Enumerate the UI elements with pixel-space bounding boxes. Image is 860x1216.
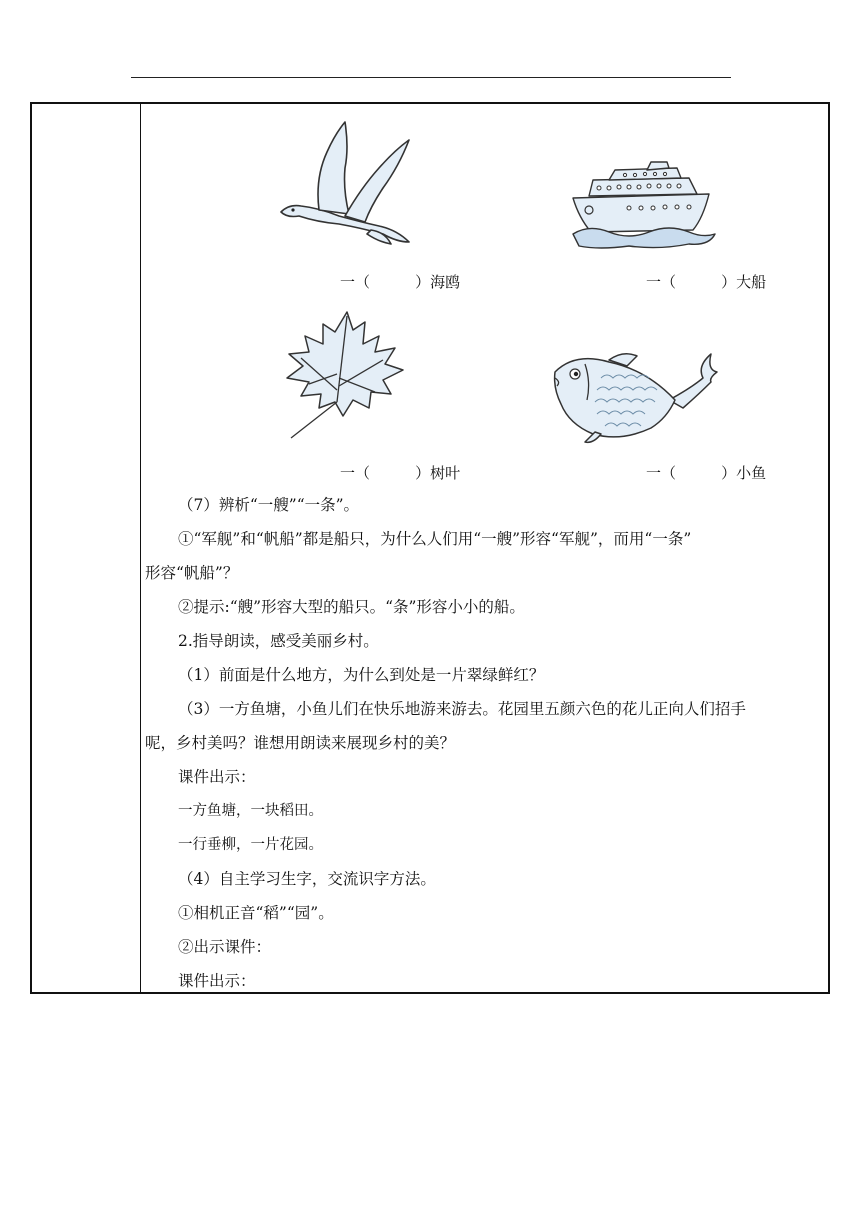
seagull-illustration <box>279 118 419 250</box>
fish-caption: 一（ ）小鱼 <box>646 464 767 482</box>
text-line-2: ①“军舰”和“帆船”都是船只，为什么人们用“一艘”形容“军舰”，而用“一条” <box>178 530 692 548</box>
text-line-9: 课件出示： <box>178 768 256 786</box>
text-line-11: 一行垂柳，一片花园。 <box>178 837 323 853</box>
text-line-4: ②提示:“艘”形容大型的船只。“条”形容小小的船。 <box>178 598 525 616</box>
text-line-10: 一方鱼塘，一块稻田。 <box>178 803 323 819</box>
text-line-1: （7）辨析“一艘”“一条”。 <box>178 496 360 514</box>
text-line-3: 形容“帆船”？ <box>145 564 239 582</box>
text-line-6: （1）前面是什么地方，为什么到处是一片翠绿鲜红？ <box>178 666 545 684</box>
text-line-12: （4）自主学习生字，交流识字方法。 <box>178 870 436 888</box>
header-rule <box>131 77 731 78</box>
ship-caption: 一（ ）大船 <box>646 273 767 291</box>
text-line-15: 课件出示： <box>178 972 256 990</box>
leaf-caption: 一（ ）树叶 <box>340 464 461 482</box>
text-line-8: 呢，乡村美吗？谁想用朗读来展现乡村的美？ <box>145 734 456 752</box>
fish-illustration <box>551 348 727 446</box>
maple-leaf-illustration <box>279 308 407 442</box>
ship-illustration <box>569 160 717 250</box>
lesson-table <box>30 102 830 994</box>
text-line-7: （3）一方鱼塘，小鱼儿们在快乐地游来游去。花园里五颜六色的花儿正向人们招手 <box>178 700 746 718</box>
seagull-caption: 一（ ）海鸥 <box>340 273 461 291</box>
text-line-13: ①相机正音“稻”“园”。 <box>178 904 334 922</box>
text-line-5: 2.指导朗读，感受美丽乡村。 <box>178 632 379 650</box>
text-line-14: ②出示课件： <box>178 938 272 956</box>
lesson-content-cell <box>141 104 828 992</box>
